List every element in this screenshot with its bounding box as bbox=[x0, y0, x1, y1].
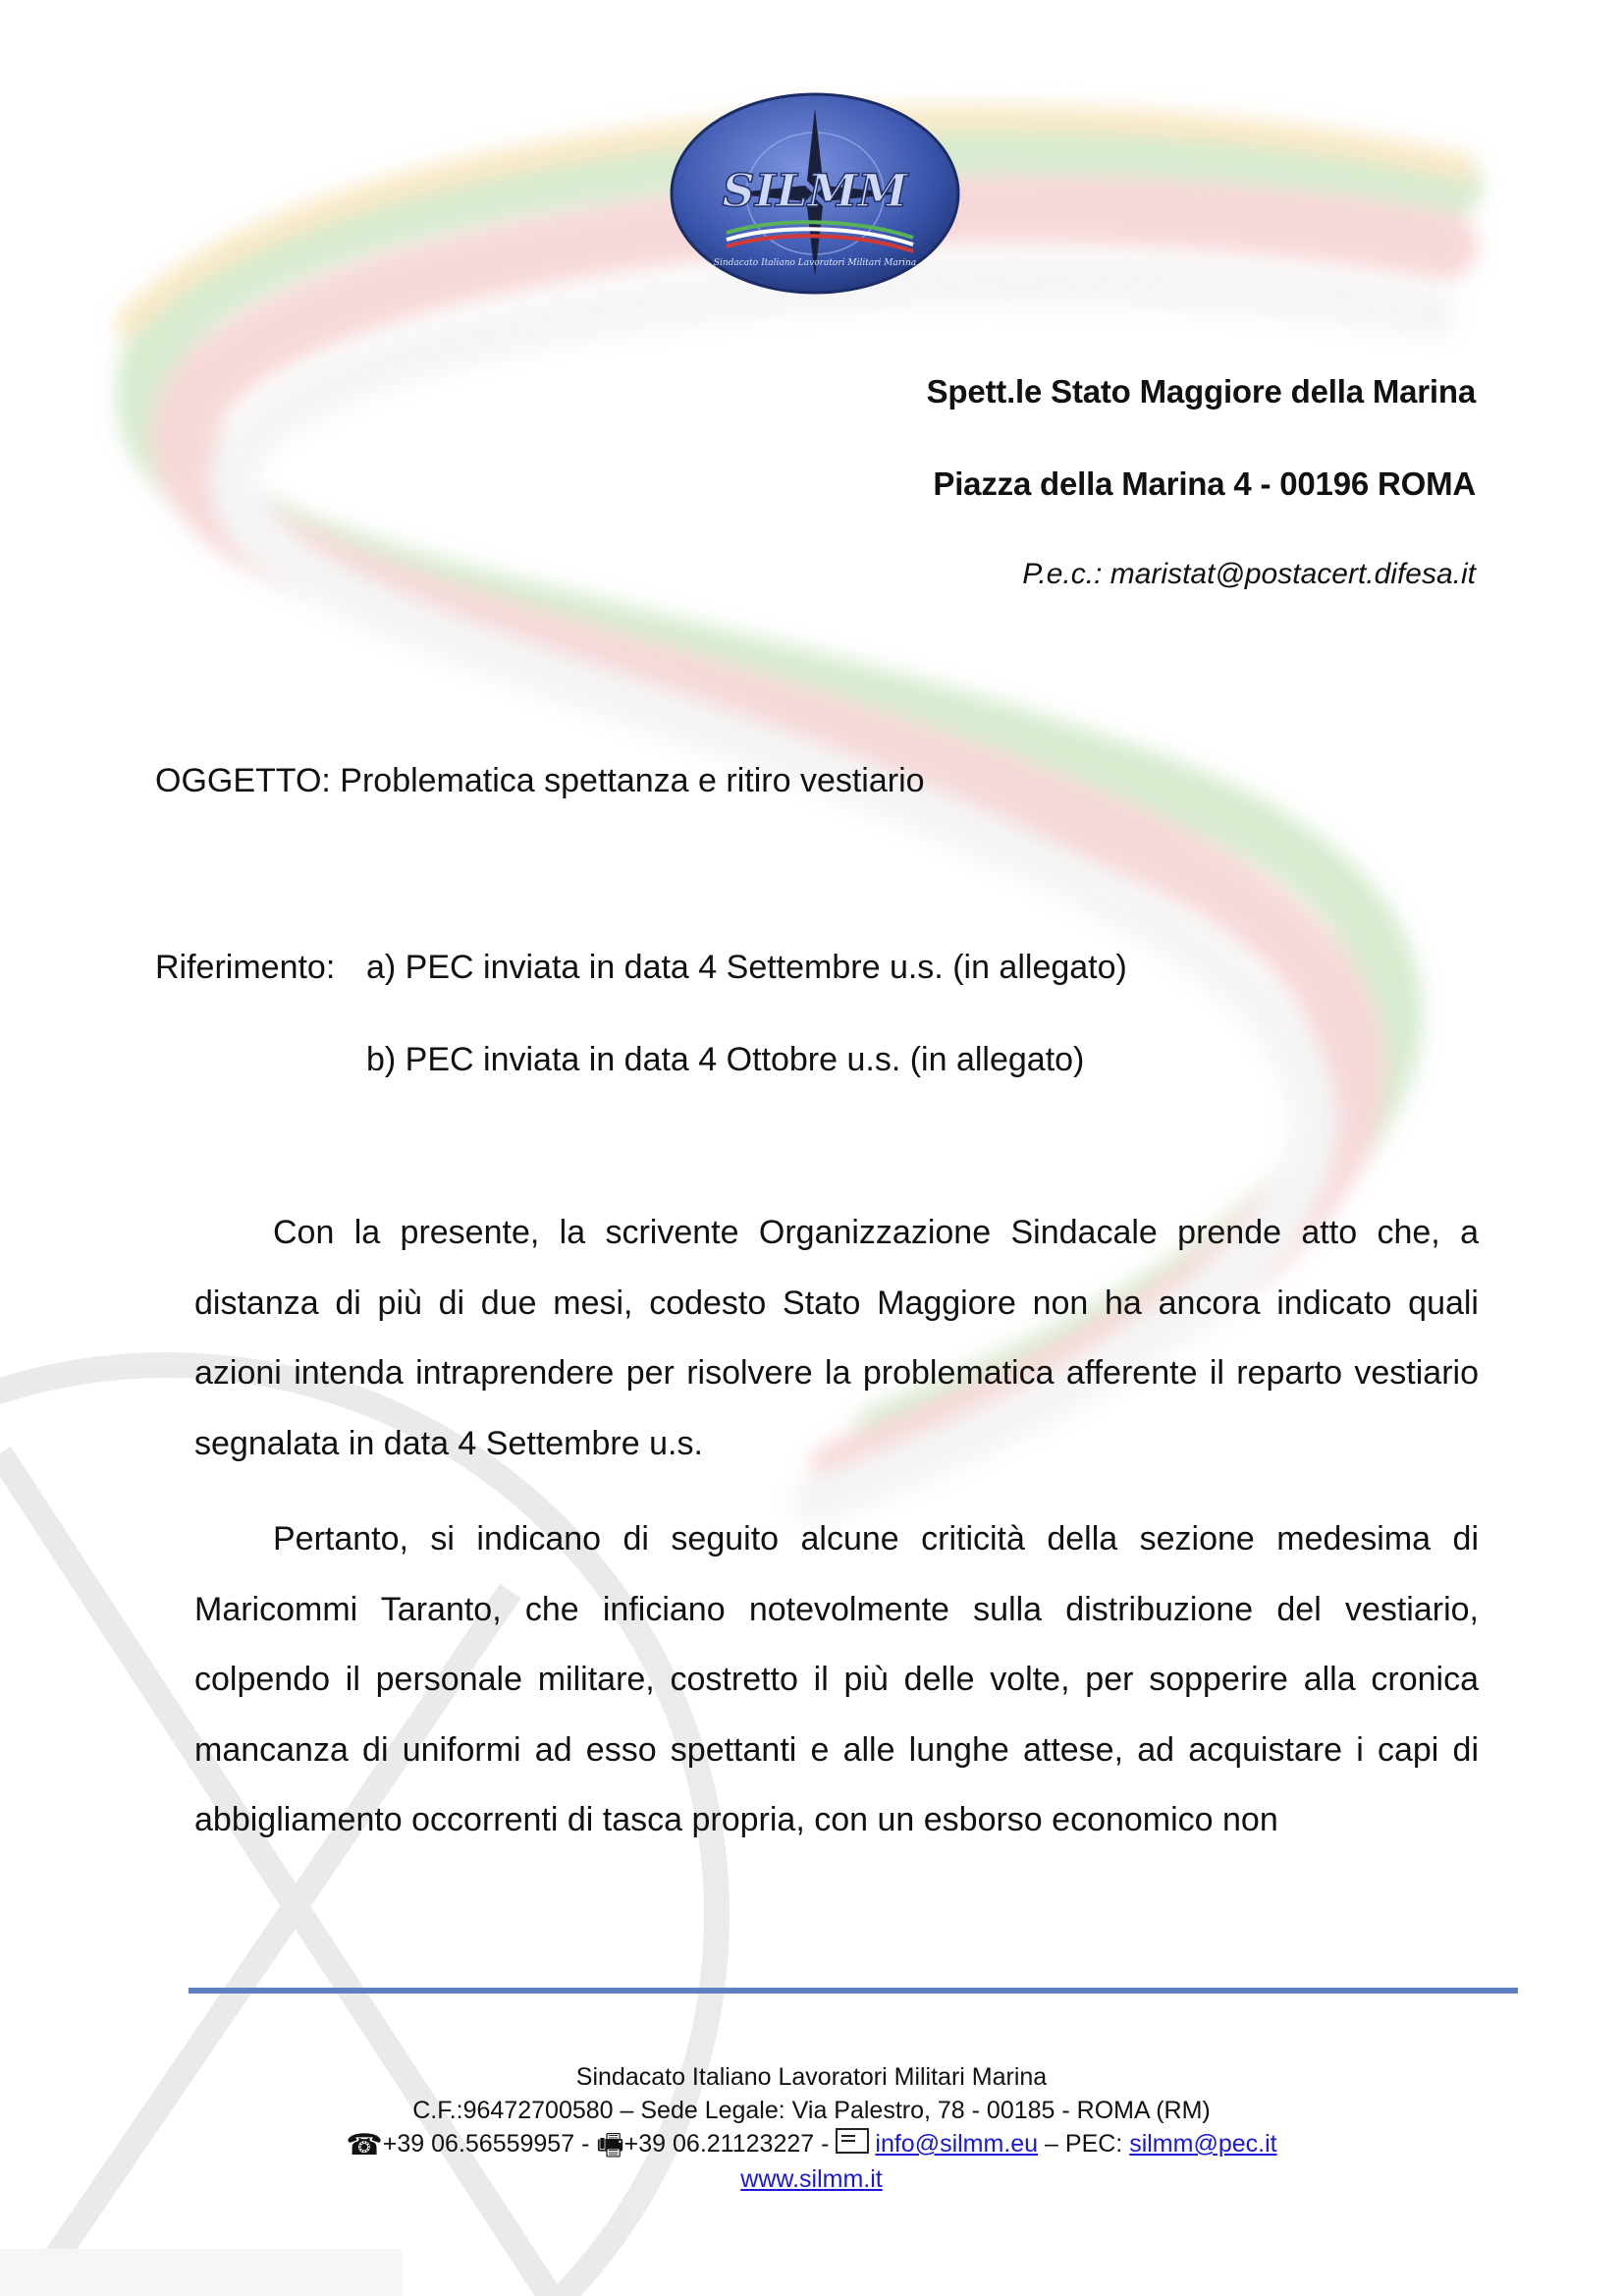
recipient-pec: P.e.c.: maristat@postacert.difesa.it bbox=[1022, 558, 1476, 590]
envelope-icon bbox=[836, 2128, 869, 2154]
recipient-line-1: Spett.le Stato Maggiore della Marina bbox=[926, 373, 1476, 410]
reference-a-text: a) PEC inviata in data 4 Settembre u.s. (in allegato) bbox=[366, 949, 1127, 986]
reference-b: b) PEC inviata in data 4 Ottobre u.s. (in allegato) bbox=[366, 1041, 1085, 1078]
footer-phone: +39 06.56559957 - bbox=[382, 2130, 590, 2158]
footer-fax: +39 06.21123227 - bbox=[623, 2130, 830, 2158]
footer-pec-label: – PEC: bbox=[1045, 2130, 1123, 2158]
silmm-logo bbox=[668, 90, 962, 297]
footer-contacts bbox=[0, 2127, 1623, 2162]
body-paragraph-2: Pertanto, si indicano di seguito alcune criticità della sezione medesima di Maricommi Taranto, che inficiano notevolmente sulla distribuzione del vestiario, colpendo il personale militare, costretto il più delle volte, per sopperire alla cronica mancanza di uniformi ad esso spettanti e alle lunghe attese, ad acquistare i capi di abbigliamento occorrenti di tasca propria, con un esborso economico non bbox=[194, 1520, 1479, 1838]
footer-divider bbox=[189, 1988, 1518, 1994]
fax-icon: 🖷 bbox=[596, 2129, 624, 2161]
recipient-line-2: Piazza della Marina 4 - 00196 ROMA bbox=[933, 465, 1476, 502]
footer bbox=[0, 2060, 1623, 2196]
footer-pec-link[interactable]: silmm@pec.it bbox=[1129, 2130, 1277, 2158]
reference-label: Riferimento: bbox=[155, 949, 336, 986]
footer-legal: C.F.:96472700580 – Sede Legale: Via Palestro, 78 - 00185 - ROMA (RM) bbox=[412, 2097, 1211, 2124]
body-paragraph-1: Con la presente, la scrivente Organizzazione Sindacale prende atto che, a distanza di più di due mesi, codesto Stato Maggiore non ha ancora indicato quali azioni intenda intraprendere per risolvere la problematica afferente il reparto vestiario segnalata in data 4 Settembre u.s. bbox=[194, 1214, 1479, 1462]
footer-email-link[interactable]: info@silmm.eu bbox=[875, 2130, 1039, 2158]
footer-org: Sindacato Italiano Lavoratori Militari Marina bbox=[575, 2063, 1048, 2091]
footer-website-link[interactable]: www.silmm.it bbox=[740, 2165, 883, 2193]
logo-text: SILMM bbox=[722, 164, 908, 217]
telephone-icon: ☎ bbox=[346, 2129, 383, 2161]
logo-subtitle: Sindacato Italiano Lavoratori Militari Marina bbox=[713, 258, 917, 268]
subject-line: OGGETTO: Problematica spettanza e ritiro vestiario bbox=[155, 762, 925, 799]
reference-a bbox=[155, 949, 1127, 987]
bottom-left-shade bbox=[0, 2249, 403, 2296]
